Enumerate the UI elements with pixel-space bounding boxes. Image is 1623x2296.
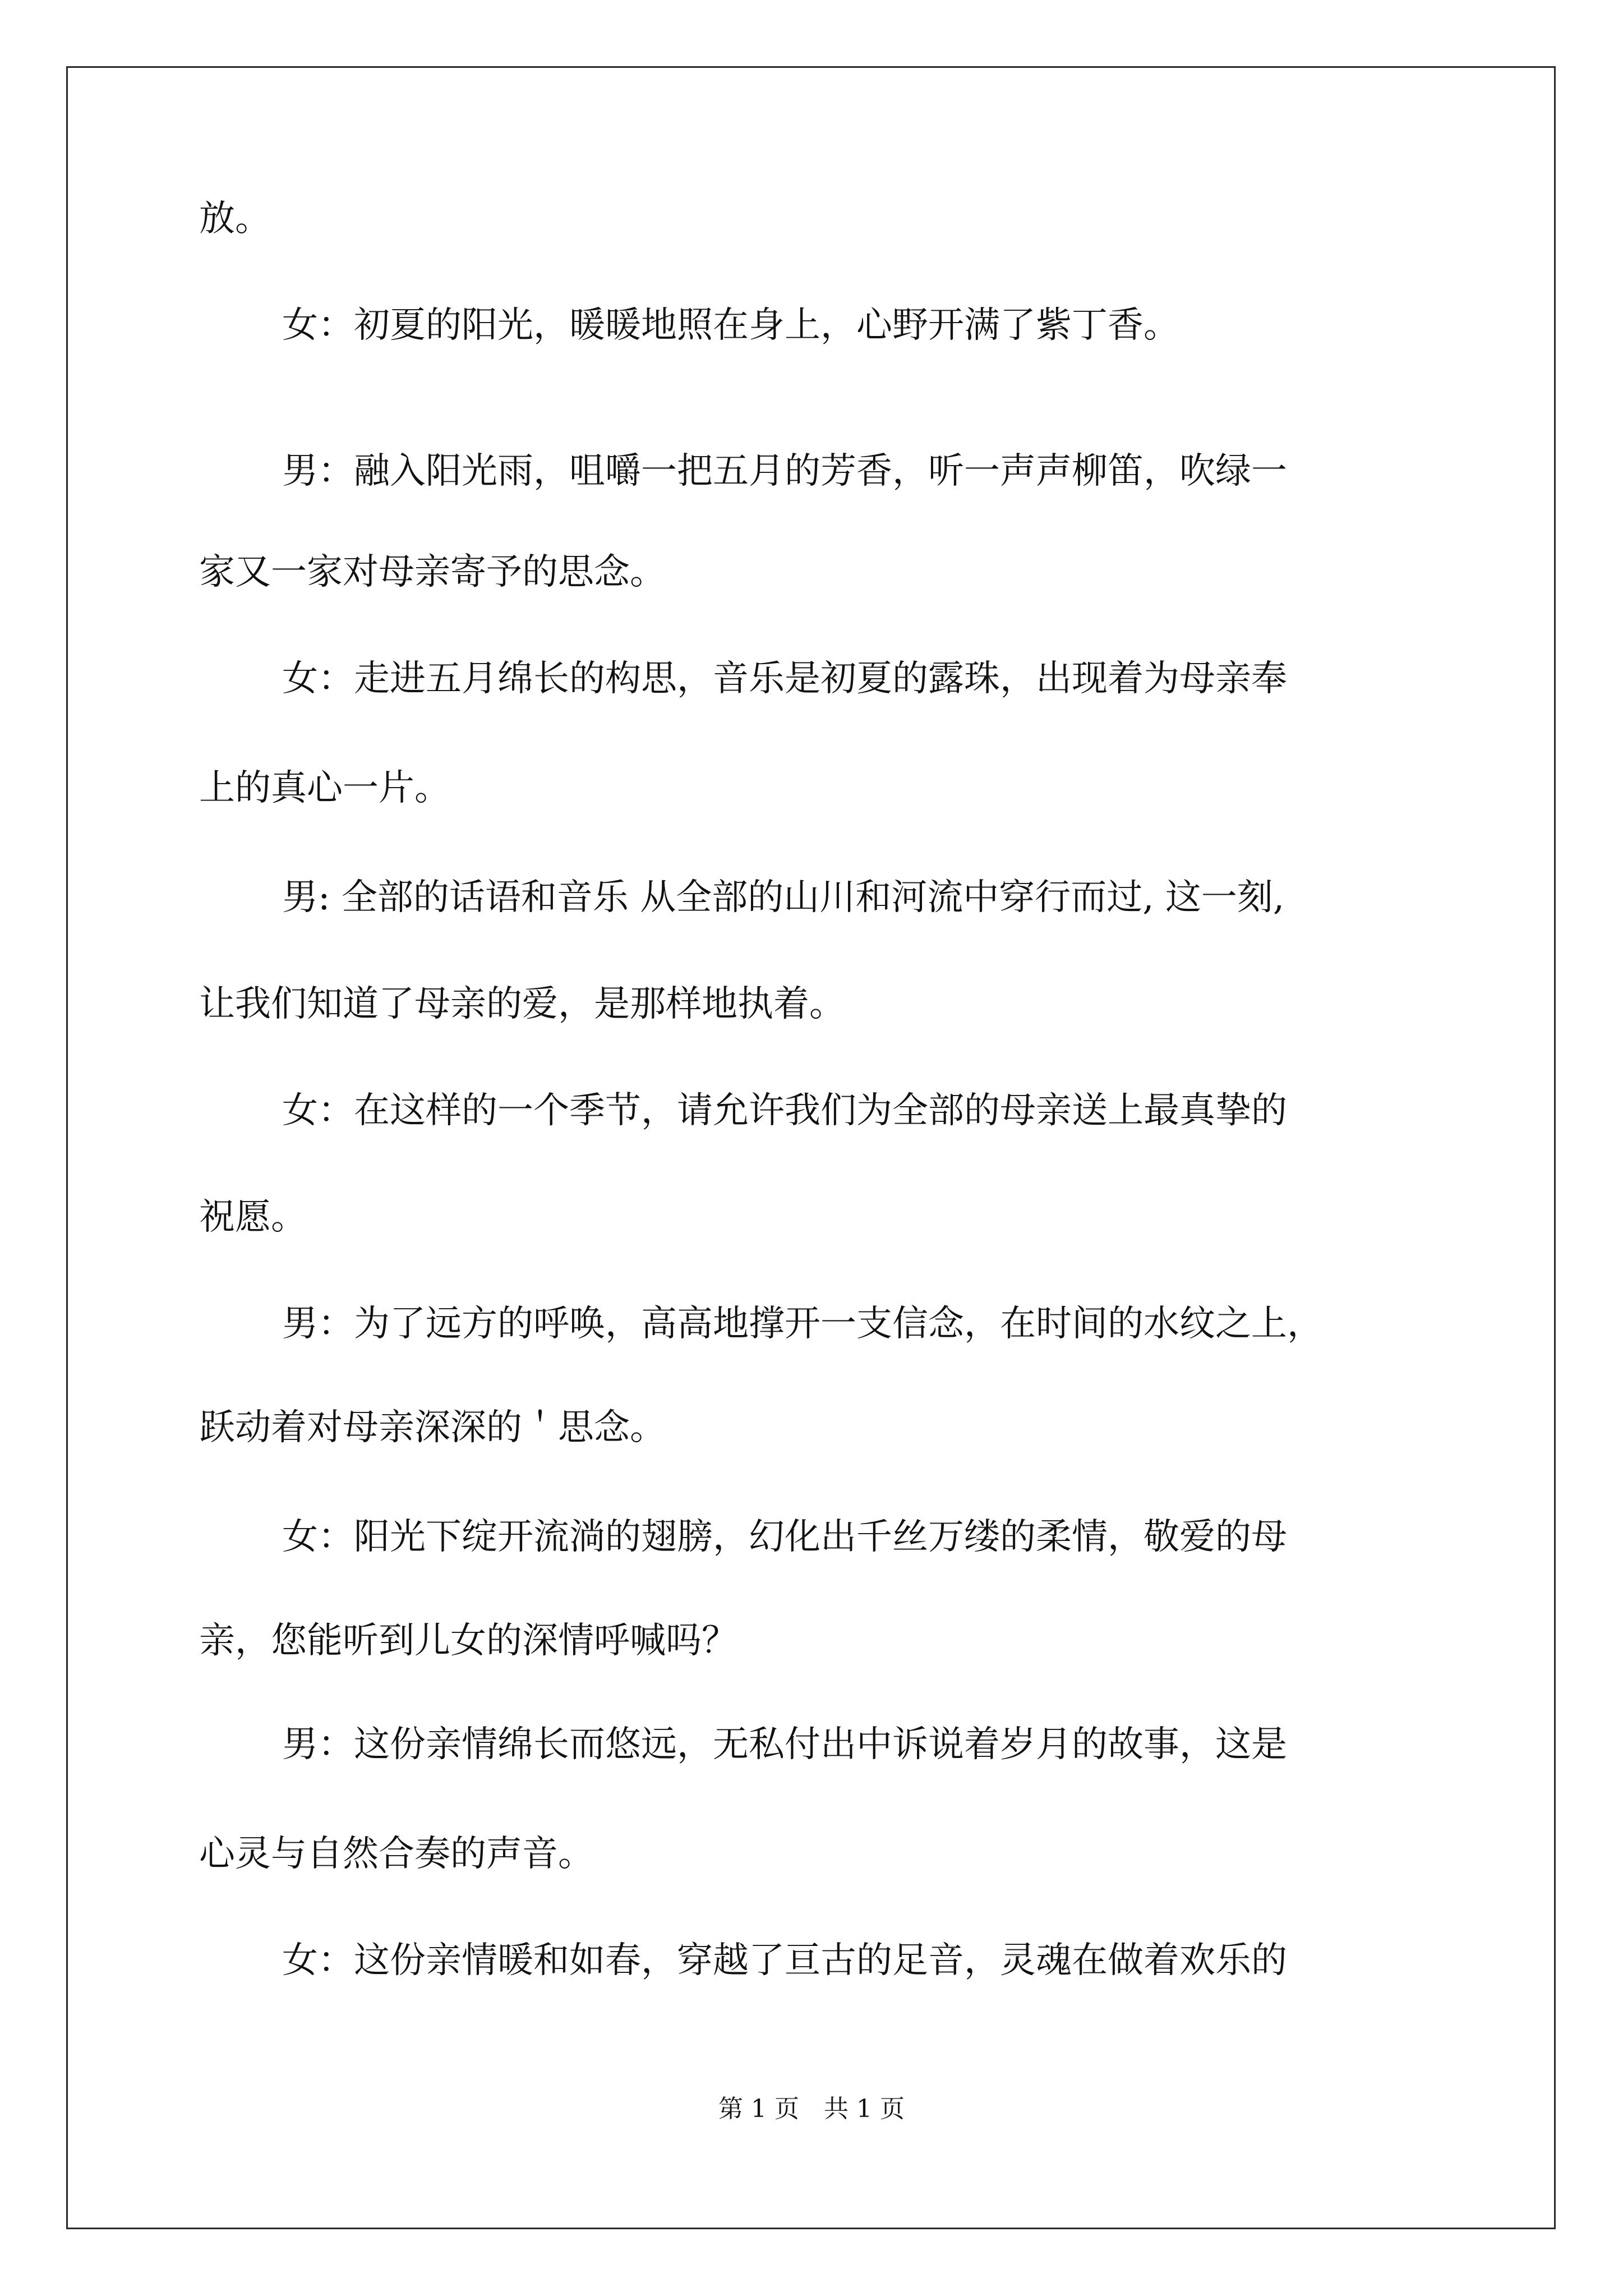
text-line: 男：为了远方的呼唤，高高地撑开一支信念，在时间的水纹之上， bbox=[282, 1303, 1323, 1345]
text-line: 女：这份亲情暖和如春，穿越了亘古的足音，灵魂在做着欢乐的 bbox=[282, 1940, 1287, 1981]
text-line: 亲，您能听到儿女的深情呼喊吗？ bbox=[199, 1620, 737, 1662]
page-border bbox=[66, 66, 1556, 2229]
page-number: 第 1 页 共 1 页 bbox=[718, 2095, 905, 2123]
text-line: 女：初夏的阳光，暖暖地照在身上，心野开满了紫丁香。 bbox=[282, 305, 1179, 346]
text-line: 让我们知道了母亲的爱，是那样地执着。 bbox=[199, 983, 845, 1025]
text-line: 家又一家对母亲寄予的思念。 bbox=[199, 551, 666, 593]
text-line: 女：阳光下绽开流淌的翅膀，幻化出千丝万缕的柔情，敬爱的母 bbox=[282, 1516, 1287, 1558]
text-line: 上的真心一片。 bbox=[199, 767, 450, 809]
text-line: 心灵与自然合奏的声音。 bbox=[199, 1833, 594, 1875]
text-line: 男：这份亲情绵长而悠远，无私付出中诉说着岁月的故事，这是 bbox=[282, 1724, 1287, 1765]
text-line: 女：在这样的一个季节，请允许我们为全部的母亲送上最真挚的 bbox=[282, 1090, 1287, 1131]
text-line: 男：融入阳光雨，咀嚼一把五月的芳香，听一声声柳笛，吹绿一 bbox=[282, 450, 1287, 492]
text-line: 跃动着对母亲深深的＇思念。 bbox=[199, 1407, 666, 1448]
text-line: 男: 全部的话语和音乐 从全部的山川和河流中穿行而过, 这一刻, bbox=[282, 877, 1285, 918]
text-line: 祝愿。 bbox=[199, 1197, 307, 1238]
text-line: 女：走进五月绵长的构思，音乐是初夏的露珠，出现着为母亲奉 bbox=[282, 658, 1287, 700]
text-line: 放。 bbox=[199, 198, 271, 240]
